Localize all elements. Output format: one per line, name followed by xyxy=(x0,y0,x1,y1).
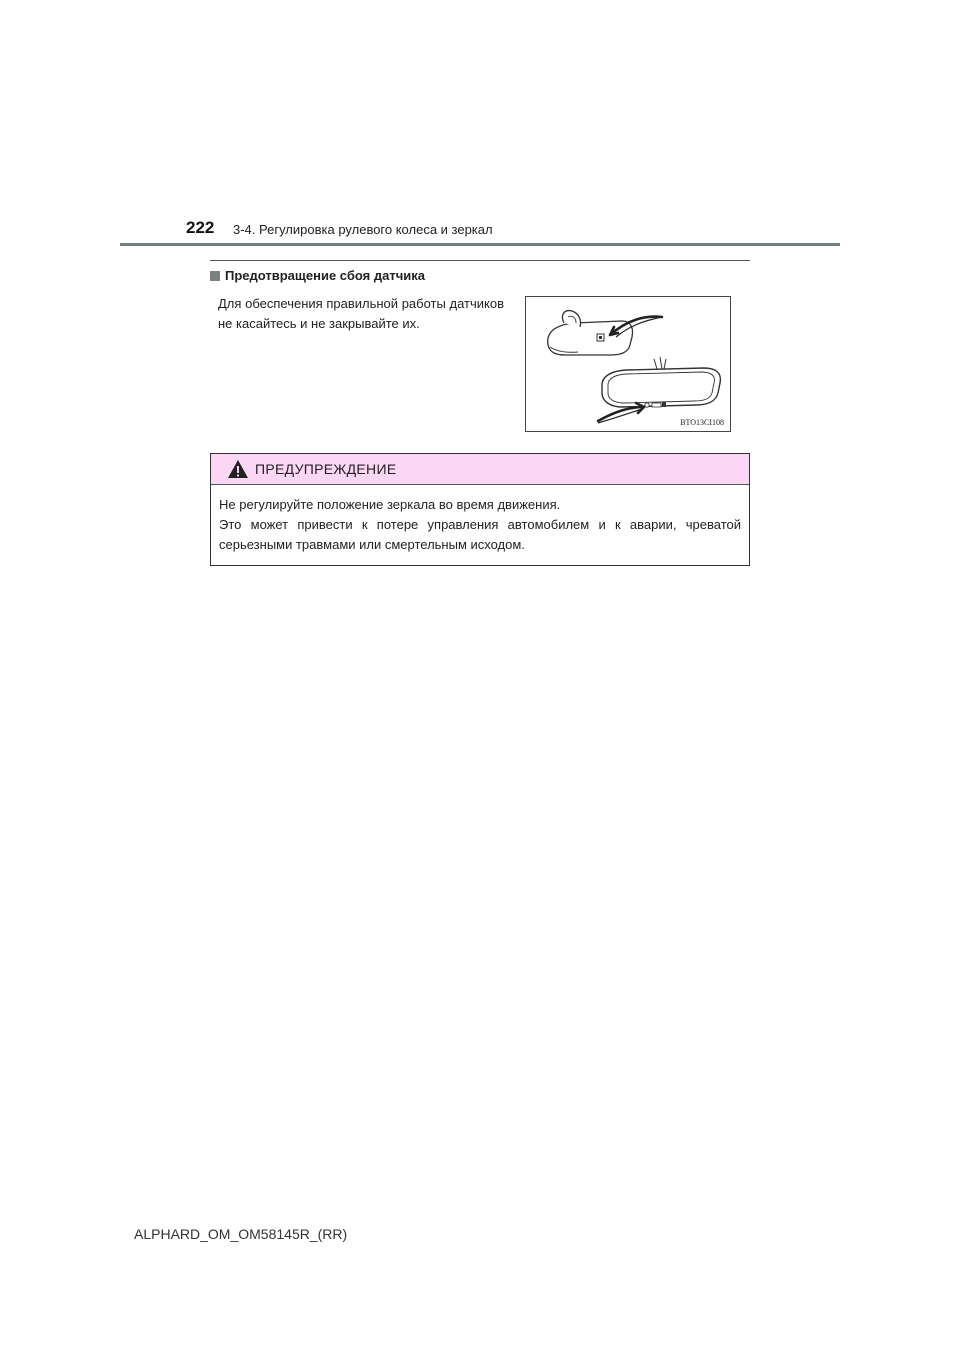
warning-line-1: Не регулируйте положение зеркала во время движения. xyxy=(219,497,561,512)
chapter-title: 3-4. Регулировка рулевого колеса и зеркал xyxy=(233,222,493,237)
warning-header xyxy=(211,454,749,485)
square-bullet-icon xyxy=(210,271,220,281)
mirror-sensor-figure xyxy=(525,296,731,432)
section-rule xyxy=(210,260,750,261)
section-body-text: Для обеспечения правильной работы датчиков не касайтесь и не закрывайте их. xyxy=(218,296,504,331)
section-heading xyxy=(210,268,425,283)
footer-doc-code: ALPHARD_OM_OM58145R_(RR) xyxy=(134,1226,348,1242)
warning-line-2: Это может привести к потере управления автомобилем и к аварии, чреватой серьезными травмами или смертельным исходом. xyxy=(219,517,741,552)
page-number: 222 xyxy=(186,218,215,237)
warning-title: ПРЕДУПРЕЖДЕНИЕ xyxy=(255,461,397,477)
warning-triangle-icon xyxy=(227,459,249,479)
figure-caption: BTO13CI108 xyxy=(680,418,724,427)
mirror-illustration xyxy=(526,297,732,433)
warning-box xyxy=(210,453,750,566)
warning-body xyxy=(211,485,749,555)
section-heading-text: Предотвращение сбоя датчика xyxy=(225,268,425,283)
header-rule xyxy=(120,243,840,246)
